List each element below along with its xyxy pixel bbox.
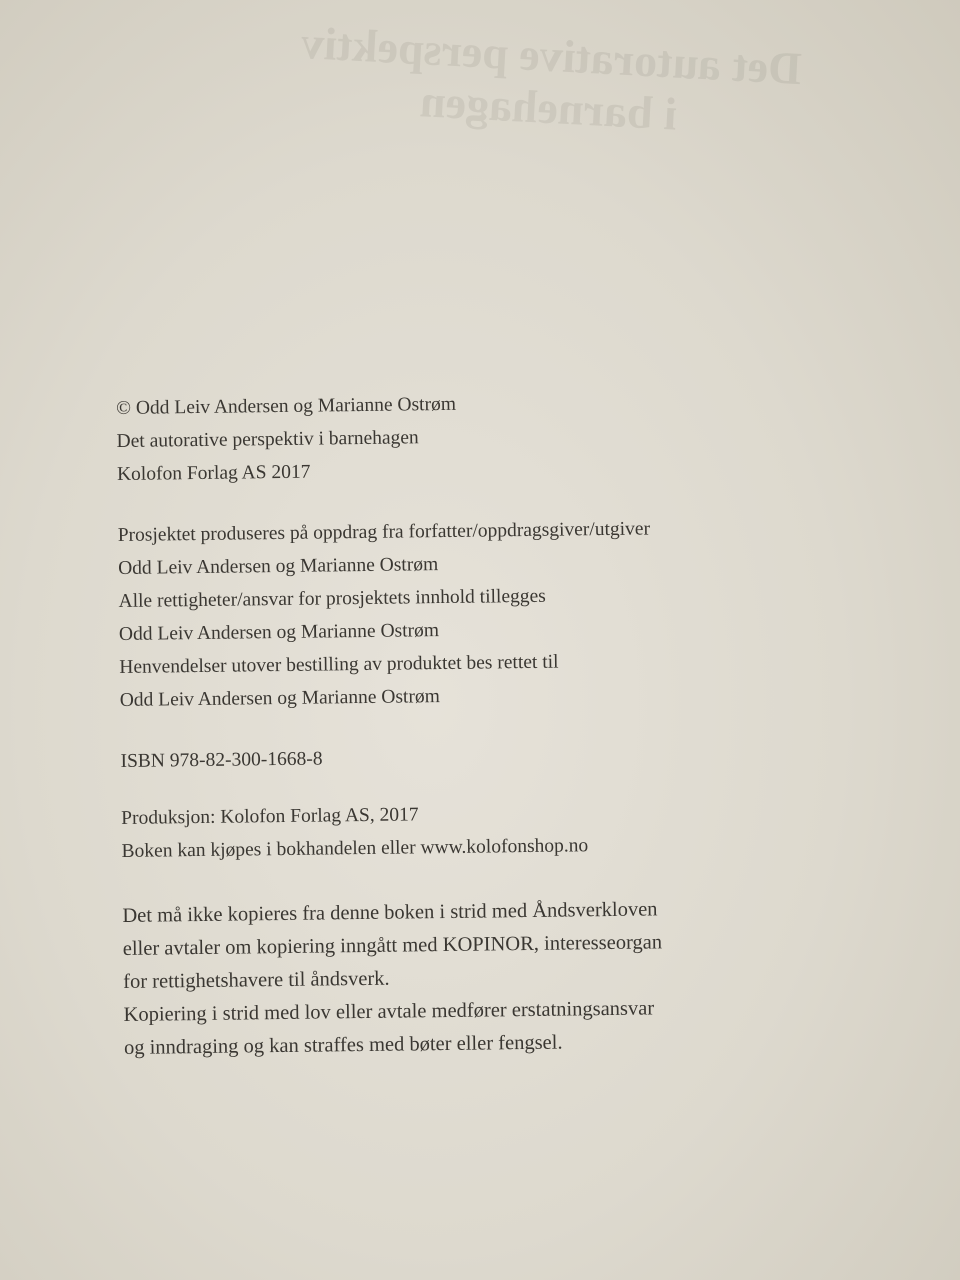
- bleed-through-line-1: Det autorative perspektiv: [300, 16, 803, 95]
- legal-line: for rettighetshavere til åndsverk.: [123, 967, 390, 993]
- rights-line: Odd Leiv Andersen og Marianne Ostrøm: [118, 620, 440, 645]
- production-block: [121, 794, 782, 868]
- rights-line: Odd Leiv Andersen og Marianne Ostrøm: [119, 686, 440, 711]
- publisher-year-line: Kolofon Forlag AS 2017: [116, 461, 311, 485]
- legal-line: eller avtaler om kopiering inngått med KOPINOR, interesseorgan: [122, 931, 663, 960]
- isbn-line: ISBN 978-82-300-1668-8: [120, 748, 323, 772]
- bleed-through-line-2: i barnehagen: [419, 75, 679, 140]
- shop-line: Boken kan kjøpes i bokhandelen eller www.kolofonshop.no: [121, 835, 589, 862]
- rights-line: Prosjektet produseres på oppdrag fra forfatter/oppdragsgiver/utgiver: [117, 518, 651, 546]
- production-line: Produksjon: Kolofon Forlag AS, 2017: [121, 804, 419, 829]
- colophon-text: [116, 384, 784, 1065]
- book-title-line: Det autorative perspektiv i barnehagen: [116, 427, 419, 452]
- rights-line: Odd Leiv Andersen og Marianne Ostrøm: [118, 554, 439, 579]
- legal-line: Kopiering i strid med lov eller avtale medfører erstatningsansvar: [123, 997, 655, 1026]
- bleed-through-title: [238, 14, 863, 150]
- rights-line: Alle rettigheter/ansvar for prosjektets innhold tillegges: [118, 585, 546, 612]
- legal-notice: [122, 892, 784, 1065]
- legal-line: og inndraging og kan straffes med bøter eller fengsel.: [123, 1031, 563, 1059]
- copyright-block: [116, 384, 777, 491]
- rights-block: [118, 511, 780, 717]
- legal-line: Det må ikke kopieres fra denne boken i strid med Åndsverkloven: [122, 898, 658, 927]
- copyright-line: © Odd Leiv Andersen og Marianne Ostrøm: [116, 393, 457, 419]
- rights-line: Henvendelser utover bestilling av produktet bes rettet til: [119, 651, 559, 678]
